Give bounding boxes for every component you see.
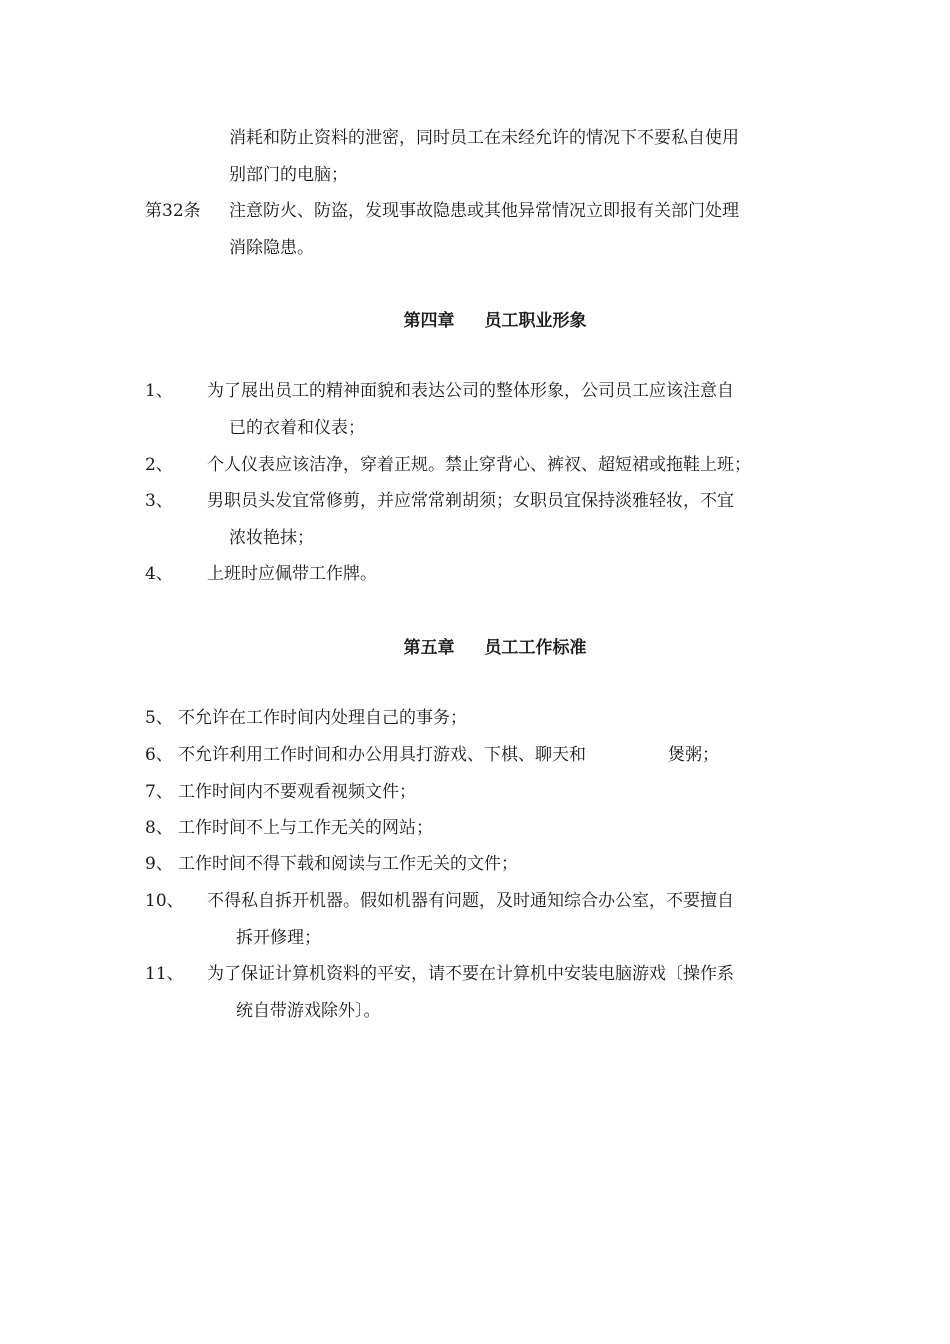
article-line-2: 消除隐患。 [229, 238, 314, 258]
list-item-text: 为了展出员工的精神面貌和表达公司的整体形象，公司员工应该注意自 [207, 381, 734, 401]
list-item-text: 不得私自拆开机器。假如机器有问题，及时通知综合办公室，不要擅自 [207, 891, 734, 911]
article-number: 第32条 [145, 201, 201, 221]
list-item-text: 工作时间不得下载和阅读与工作无关的文件； [178, 854, 518, 874]
list-item-text: 上班时应佩带工作牌。 [207, 564, 377, 584]
list-item-number: 6、 [145, 745, 173, 765]
list-item-number: 5、 [145, 708, 173, 728]
list-item-text: 工作时间内不要观看视频文件； [178, 782, 416, 802]
list-item-text: 工作时间不上与工作无关的网站； [178, 818, 433, 838]
list-item-number: 7、 [145, 782, 173, 802]
chapter-heading-4 [0, 310, 950, 332]
list-item-number: 1、 [145, 381, 173, 401]
chapter-title: 员工职业形象 [484, 311, 587, 331]
list-item-text: 不允许利用工作时间和办公用具打游戏、下棋、聊天和 [178, 745, 586, 765]
list-item-text: 个人仪表应该洁净，穿着正规。禁止穿背心、裤衩、超短裙或拖鞋上班； [207, 455, 751, 475]
list-item-number: 3、 [145, 491, 173, 511]
list-item-text-cont: 浓妆艳抹； [229, 528, 314, 548]
list-item-number: 4、 [145, 564, 173, 584]
continuation-line-1: 消耗和防止资料的泄密，同时员工在未经允许的情况下不要私自使用 [229, 128, 739, 148]
list-item-text: 男职员头发宜常修剪，并应常常剃胡须；女职员宜保持淡雅轻妆，不宜 [207, 491, 734, 511]
list-item-number: 10、 [145, 891, 184, 911]
list-item-text-cont: 拆开修理； [236, 928, 321, 948]
list-item-text: 不允许在工作时间内处理自己的事务； [178, 708, 467, 728]
list-item-number: 8、 [145, 818, 173, 838]
list-item-text-cont: 已的衣着和仪表； [229, 418, 365, 438]
list-item-number: 11、 [145, 964, 184, 984]
article-line-1: 注意防火、防盗，发现事故隐患或其他异常情况立即报有关部门处理 [229, 201, 739, 221]
continuation-line-2: 别部门的电脑； [229, 165, 348, 185]
list-item-number: 2、 [145, 455, 173, 475]
chapter-number: 第四章 [403, 311, 455, 331]
chapter-heading-5 [0, 637, 950, 659]
list-item-text-cont: 统自带游戏除外〕。 [236, 1001, 381, 1021]
list-item-text-tail: 煲粥； [668, 745, 719, 765]
chapter-number: 第五章 [403, 638, 455, 658]
list-item-number: 9、 [145, 854, 173, 874]
list-item-text: 为了保证计算机资料的平安，请不要在计算机中安装电脑游戏〔操作系 [207, 964, 734, 984]
chapter-title: 员工工作标准 [484, 638, 587, 658]
